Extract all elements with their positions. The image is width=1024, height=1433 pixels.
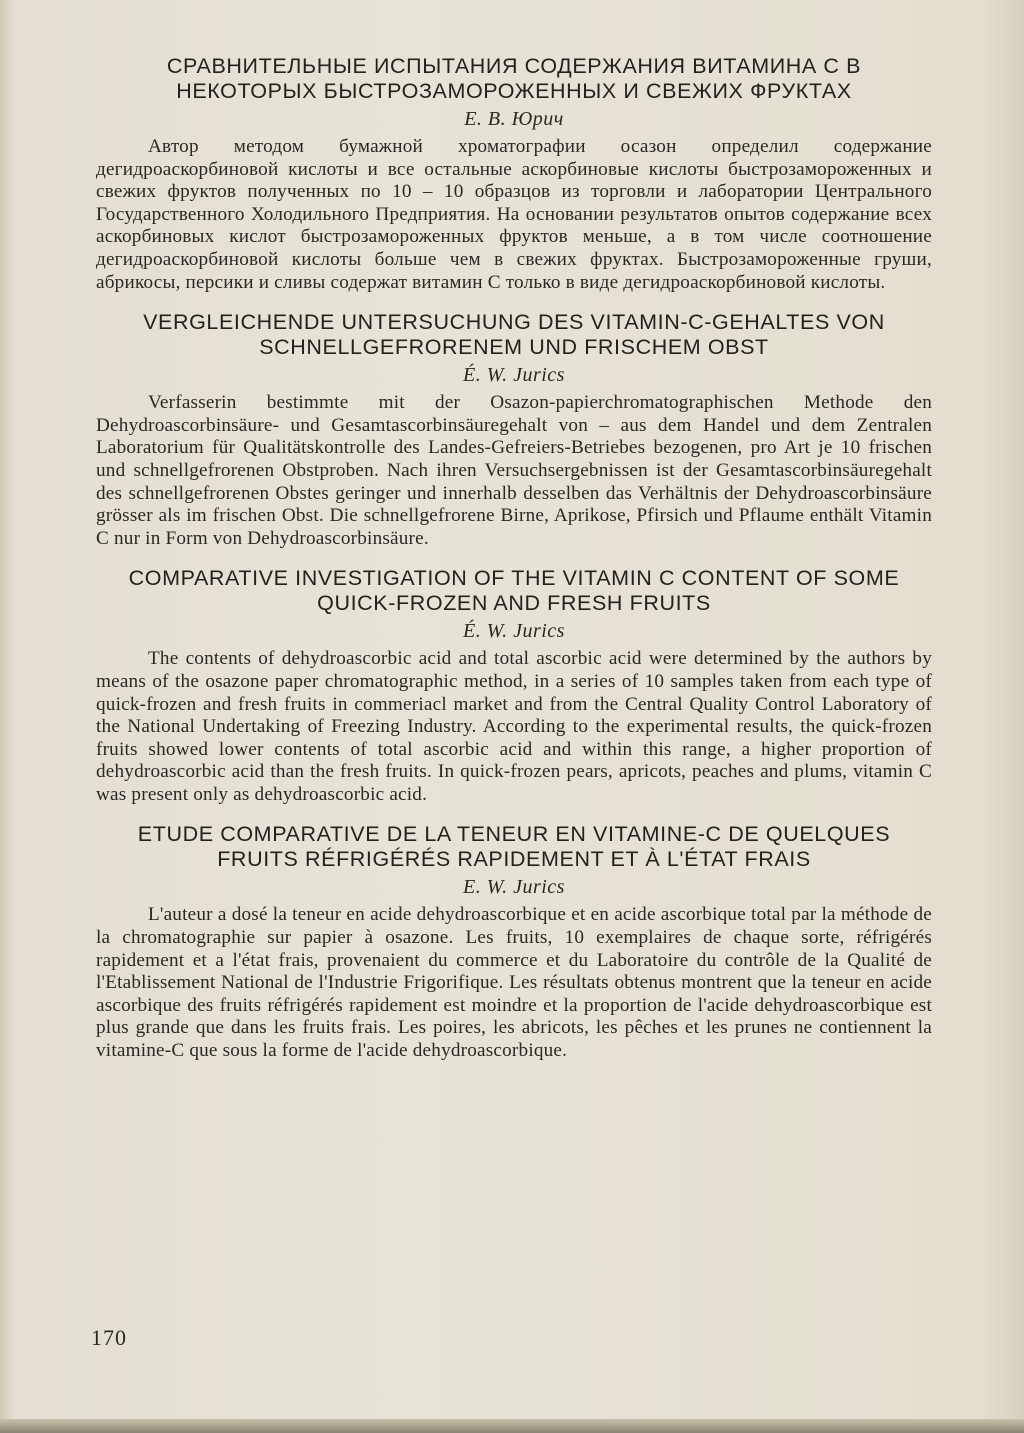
section-author: É. W. Jurics: [463, 364, 565, 387]
abstract-section-english: [96, 566, 932, 806]
section-abstract: Автор методом бумажной хроматографии осазон определил содержание дегидроаскорбиновой кислоты и все остальные аскорбиновые кислоты быстрозамороженных и свежих фруктов полученных по 10 – 10 образцов из торговли и лаборатории Центрального Государственного Холодильного Предприятия. На основании результатов опытов содержание всех аскорбиновых кислот быстрозамороженных фруктов меньше, а в том числе соотношение дегидроаскорбиновой кислоты больше чем в свежих фруктах. Быстрозамороженные груши, абрикосы, персики и сливы содержат витамин С только в виде дегидроаскорбиновой кислоты.: [96, 136, 932, 293]
abstract-section-german: [96, 310, 932, 550]
section-author: É. W. Jurics: [463, 620, 565, 643]
abstract-section-french: [96, 822, 932, 1062]
section-abstract: Verfasserin bestimmte mit der Osazon-papierchromatographischen Methode den Dehydroascorbinsäure- und Gesamtascorbinsäuregehalt von – aus dem Handel und dem Zentralen Laboratorium für Qualitätskontrolle des Landes-Gefreiers-Betriebes bezogenen, pro Art je 10 frischen und schnellgefrorenen Obstproben. Nach ihren Versuchsergebnissen ist der Gesamtascorbinsäuregehalt des schnellgefrorenen Obstes geringer und innerhalb desselben das Verhältnis der Dehydroascorbinsäure grösser als im frischen Obst. Die schnellgefrorene Birne, Aprikose, Pfirsich und Pflaume enthält Vitamin C nur in Form von Dehydroascorbinsäure.: [96, 392, 932, 549]
section-author: E. W. Jurics: [463, 876, 565, 899]
abstracts-column: [96, 54, 932, 1079]
section-title: VERGLEICHENDE UNTERSUCHUNG DES VITAMIN-C-GEHALTES VON SCHNELLGEFRORENEM UND FRISCHEM OBST: [143, 310, 885, 360]
abstract-section-russian: [96, 54, 932, 294]
page-bottom-edge: [0, 1419, 1024, 1433]
section-title: ETUDE COMPARATIVE DE LA TENEUR EN VITAMINE-C DE QUELQUES FRUITS RÉFRIGÉRÉS RAPIDEMENT ET À L'ÉTAT FRAIS: [137, 822, 891, 872]
section-abstract: The contents of dehydroascorbic acid and total ascorbic acid were determined by the authors by means of the osazone paper chromatographic method, in a series of 10 samples taken from each type of quick-frozen and fresh fruits in commeriacl market and from the Central Quality Control Laboratory of the National Undertaking of Freezing Industry. According to the experimental results, the quick-frozen fruits showed lower contents of total ascorbic acid and within this range, a higher proportion of dehydroascorbic acid than the fresh fruits. In quick-frozen pears, apricots, peaches and plums, vitamin C was present only as dehydroascorbic acid.: [96, 648, 932, 805]
section-title: СРАВНИТЕЛЬНЫЕ ИСПЫТАНИЯ СОДЕРЖАНИЯ ВИТАМИНА С В НЕКОТОРЫХ БЫСТРОЗАМОРОЖЕННЫХ И СВЕЖИХ ФРУКТАХ: [166, 54, 862, 103]
page-number: 170: [91, 1325, 127, 1350]
section-title: COMPARATIVE INVESTIGATION OF THE VITAMIN C CONTENT OF SOME QUICK-FROZEN AND FRESH FRUITS: [128, 566, 900, 616]
section-abstract: L'auteur a dosé la teneur en acide dehydroascorbique et en acide ascorbique total par la méthode de la chromatographie sur papier à osazone. Les fruits, 10 exemplaires de chaque sorte, réfrigérés rapidement et a l'état frais, provenaient du commerce et du Laboratoire du contrôle de la Qualité de l'Etablissement National de l'Industrie Frigorifique. Les résultats obtenus montrent que la teneur en acide ascorbique des fruits réfrigérés rapidement est moindre et la proportion de l'acide dehydroascorbique est plus grande que dans les fruits frais. Les poires, les abricots, les pêches et les prunes ne contiennent la vitamine-C que sous la forme de l'acide dehydroascorbique.: [96, 904, 932, 1062]
section-author: Е. В. Юрич: [464, 108, 564, 130]
